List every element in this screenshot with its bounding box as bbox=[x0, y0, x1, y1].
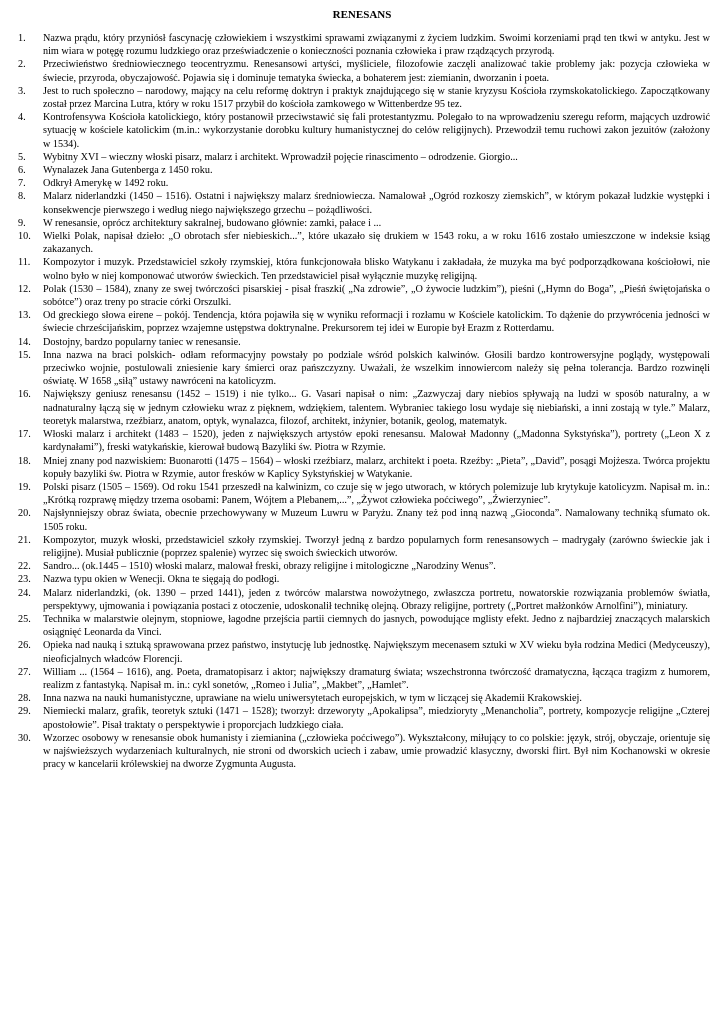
item-number: 2. bbox=[18, 59, 26, 71]
item-number: 7. bbox=[18, 178, 26, 190]
list-item bbox=[14, 732, 710, 772]
item-text: Wynalazek Jana Gutenberga z 1450 roku. bbox=[43, 165, 213, 177]
item-number: 10. bbox=[18, 231, 31, 243]
item-number: 9. bbox=[18, 217, 26, 229]
item-text: Od greckiego słowa eirene – pokój. Tendencja, która pojawiła się w wyniku reformacji i rozłamu w Kościele katolickim. To dążenie do przywrócenia jedności w świecie chrześcijańskim, poprzez wzajemne ustępstwa doktrynalne. Prekursorem tej idei w Europie był Erazm z Rotterdamu. bbox=[43, 310, 710, 335]
list-item bbox=[14, 217, 710, 230]
list-item bbox=[14, 573, 710, 586]
item-number: 16. bbox=[18, 389, 31, 401]
item-text: Inna nazwa na nauki humanistyczne, uprawiane na wielu uniwersytetach europejskich, w tym w liczącej się Akademii Krakowskiej. bbox=[43, 693, 582, 705]
item-text: Polski pisarz (1505 – 1569). Od roku 1541 przeszedł na kalwinizm, co czuje się w jego utworach, w których polemizuje lub krytykuje katolicyzm. Napisał m. in.: „Krótką rozprawę między trzema osobami: Panem, Wójtem a Plebanem,...”, „Żywot człowieka poćciwego”, „Źwierzyniec”. bbox=[43, 481, 710, 507]
list-item bbox=[14, 481, 710, 507]
item-text: Technika w malarstwie olejnym, stopniowe, łagodne przejścia partii ciemnych do jasnych, powodujące mglisty efekt. Jedno z najbardziej znaczących malarskich osiągnięć Leonarda da Vinci. bbox=[43, 613, 710, 639]
item-number: 25. bbox=[18, 613, 31, 625]
item-number: 4. bbox=[18, 112, 26, 124]
item-text: Nazwa typu okien w Wenecji. Okna te sięgają do podłogi. bbox=[43, 574, 280, 586]
item-number: 28. bbox=[18, 693, 31, 705]
list-item bbox=[14, 349, 710, 389]
item-number: 11. bbox=[18, 257, 31, 269]
item-number: 24. bbox=[18, 587, 31, 599]
list-item bbox=[14, 587, 710, 613]
item-number: 29. bbox=[18, 706, 31, 718]
item-text: Wzorzec osobowy w renesansie obok humanisty i ziemianina („człowieka poćciwego”). Wykształcony, miłujący to co polskie: język, strój, obyczaje, orientuje się w najświeższych wydarzeniach kulturalnych, nie stroni od dworskich uciech i zabaw, umie prowadzić klasyczny, dworski flirt. Był nim Kochanowski w okresie pracy w kancelarii królewskiej na dworze Zygmunta Augusta. bbox=[43, 732, 710, 771]
item-text: Jest to ruch społeczno – narodowy, mający na celu reformę doktryn i praktyk znajdującego się w stanie kryzysu Kościoła rzymskokatolickiego. Zapoczątkowany został przez Marcina Lutra, który w roku 1517 przybił do kościoła zamkowego w Wittenberdze 95 tez. bbox=[43, 85, 710, 111]
item-number: 20. bbox=[18, 508, 31, 520]
list-item bbox=[14, 190, 710, 216]
page-title: RENESANS bbox=[332, 9, 392, 21]
list-item bbox=[14, 560, 710, 573]
item-text: William ... (1564 – 1616), ang. Poeta, dramatopisarz i aktor; największy dramaturg świata; wszechstronna twórczość dramatyczna, łącząca tragizm z humorem, realizm z fantastyką. Napisał m. in.: cykl sonetów, „Romeo i Julia”, „Makbet”, „Hamlet”. bbox=[43, 666, 710, 691]
item-text: Kompozytor, muzyk włoski, przedstawiciel szkoły rzymskiej. Tworzył jedną z bardzo popularnych form renesansowych – madrygały (zarówno świeckie jak i religijne). Musiał publicznie (poprzez spalenie) wyrzec się swoich świeckich utworów. bbox=[43, 534, 710, 559]
list-item bbox=[14, 613, 710, 639]
item-number: 14. bbox=[18, 336, 31, 348]
item-number: 27. bbox=[18, 666, 31, 678]
item-text: Najsłynniejszy obraz świata, obecnie przechowywany w Muzeum Luwru w Paryżu. Znany też pod inną nazwą „Gioconda”. Namalowany techniką sfumato ok. 1505 roku. bbox=[43, 508, 710, 533]
item-number: 22. bbox=[18, 561, 31, 573]
list-item bbox=[14, 309, 710, 335]
list-item bbox=[14, 177, 710, 190]
item-number: 3. bbox=[18, 85, 26, 97]
list-item bbox=[14, 705, 710, 731]
item-text: Nazwa prądu, który przyniósł fascynację człowiekiem i wszystkimi sprawami związanymi z życiem ludzkim. Swoimi korzeniami prąd ten tkwi w antyku. Jest w nim wiara w potęgę rozumu ludzkiego oraz przeświadczenie o konieczności poznania człowieka i praw rządzących przyrodą. bbox=[43, 33, 710, 58]
list-item bbox=[14, 151, 710, 164]
list-item bbox=[14, 507, 710, 533]
item-text: Włoski malarz i architekt (1483 – 1520), jeden z największych artystów epoki renesansu. Malował Madonny („Madonna Sykstyńska”), portrety („Leon X z kardynałami”), freski watykańskie, kierował budową Bazyliki św. Piotra w Rzymie. bbox=[43, 429, 710, 454]
item-number: 15. bbox=[18, 349, 31, 361]
list-item bbox=[14, 455, 710, 481]
item-text: Wybitny XVI – wieczny włoski pisarz, malarz i architekt. Wprowadził pojęcie rinascimento – odrodzenie. Giorgio... bbox=[43, 151, 518, 163]
list-item bbox=[14, 85, 710, 111]
item-number: 23. bbox=[18, 574, 31, 586]
item-text: Polak (1530 – 1584), znany ze swej twórczości pisarskiej - pisał fraszki( „Na zdrowie”, „O żywocie ludzkim”), pieśni („Hymn do Boga”, „Pieśń świętojańska o sobótce”) oraz treny po stracie córki Orszulki. bbox=[43, 283, 710, 309]
item-number: 13. bbox=[18, 310, 31, 322]
list-item bbox=[14, 428, 710, 454]
item-number: 21. bbox=[18, 534, 31, 546]
item-text: Wielki Polak, napisał dzieło: „O obrotach sfer niebieskich...”, które ukazało się drukiem w 1543 roku, a w roku 1616 zostało umieszczone w indeksie ksiąg zakazanych. bbox=[43, 231, 710, 256]
item-text: Malarz niderlandzki (1450 – 1516). Ostatni i największy malarz średniowiecza. Namalował „Ogród rozkoszy ziemskich”, w którym pokazał ludzkie występki i konsekwencje pierwszego i według niego największego grzechu – pożądliwości. bbox=[43, 191, 710, 216]
item-text: Odkrył Amerykę w 1492 roku. bbox=[43, 178, 169, 190]
list-item bbox=[14, 639, 710, 665]
item-number: 5. bbox=[18, 151, 26, 163]
item-text: Przeciwieństwo średniowiecznego teocentryzmu. Renesansowi artyści, myśliciele, filozofowie zaczęli analizować takie problemy jak: pozycja człowieka w świecie, przyroda, obyczajowość. Pojawia się i dominuje tematyka świecka, a bohaterem jest: ziemianin, dworzanin i poeta. bbox=[43, 59, 710, 84]
item-text: Malarz niderlandzki, (ok. 1390 – przed 1441), jeden z twórców malarstwa nowożytnego, zwłaszcza portretu, nowatorskie rozwiązania problemów światła, perspektywy, ujmowania i powiązania postaci z otoczenie, udoskonalił technikę olejną. Obrazy religijne, portrety („Portret małżonków Arnolfini”), miniatury. bbox=[43, 587, 710, 612]
list-item bbox=[14, 692, 710, 705]
item-text: Dostojny, bardzo popularny taniec w renesansie. bbox=[43, 336, 241, 348]
item-number: 26. bbox=[18, 640, 31, 652]
list-item bbox=[14, 388, 710, 428]
item-text: W renesansie, oprócz architektury sakralnej, budowano głównie: zamki, pałace i ... bbox=[43, 217, 382, 229]
list-item bbox=[14, 534, 710, 560]
list-item bbox=[14, 336, 710, 349]
item-number: 6. bbox=[18, 165, 26, 177]
list-item bbox=[14, 256, 710, 282]
item-text: Niemiecki malarz, grafik, teoretyk sztuki (1471 – 1528); tworzył: drzeworyty „Apokalipsa”, miedzioryty „Menancholia”, portrety, kompozycje religijne „Czterej apostołowie”. Pisał traktaty o perspektywie i proporcjach ludzkiego ciała. bbox=[43, 706, 710, 731]
item-text: Sandro... (ok.1445 – 1510) włoski malarz, malował freski, obrazy religijne i mitologiczne „Narodziny Wenus”. bbox=[43, 561, 496, 573]
item-number: 19. bbox=[18, 481, 31, 493]
item-text: Kontrofensywa Kościoła katolickiego, który postanowił przeciwstawić się fali protestantyzmu. Polegało to na wprowadzeniu szeregu reform, mających uzdrowić sytuację w kościele katolickim (m.in.: wykorzystanie dorobku kultury humanistycznej do celów religijnych). Przewodził temu ruchowi zakon jezuitów (założony w 1534). bbox=[43, 112, 710, 150]
list-item bbox=[14, 283, 710, 309]
item-text: Inna nazwa na braci polskich- odłam reformacyjny powstały po podziale wśród polskich kalwinów. Głosili bardzo kontrowersyjne poglądy, występowali przeciwko wojnie, postulowali zniesienie kary śmierci oraz pańszczyzny. Uważali, że wszelkim innowiercom należy się pełna tolerancja. Bardzo rozwinęli oświatę. W 1658 „siłą” ustawy nawróceni na katolicyzm. bbox=[43, 349, 710, 388]
list-item bbox=[14, 32, 710, 58]
item-number: 17. bbox=[18, 429, 31, 441]
list-item bbox=[14, 58, 710, 84]
item-number: 30. bbox=[18, 732, 31, 744]
item-number: 8. bbox=[18, 191, 26, 203]
item-text: Opieka nad nauką i sztuką sprawowana przez państwo, instytucję lub jednostkę. Największym mecenasem sztuki w XV wieku była rodzina Medici (Medyceuszy), nieoficjalnych władców Florencji. bbox=[43, 640, 710, 665]
numbered-list bbox=[14, 32, 710, 771]
item-text: Największy geniusz renesansu (1452 – 1519) i nie tylko... G. Vasari napisał o nim: „Zazwyczaj dary niebios spływają na ludzi w sposób naturalny, a w nadnaturalny łączą się w jednym człowieku wraz z pięknem, wdziękiem, talentem. Wybraniec takiego losu wydaje się niebiański, a inni zostają w tyle.” Malarz, teoretyk malarstwa, rzeźbiarz, anatom, optyk, wynalazca, filozof, architekt, inżynier, botanik, geolog, matematyk. bbox=[43, 389, 710, 427]
item-number: 12. bbox=[18, 283, 31, 295]
item-text: Mniej znany pod nazwiskiem: Buonarotti (1475 – 1564) – włoski rzeźbiarz, malarz, architekt i poeta. Rzeźby: „Pieta”, „David”, posągi Mojżesza. Twórca projektu kopuły bazyliki św. Piotra w Rzymie, autor fresków w Kaplicy Sykstyńskiej w Watykanie. bbox=[43, 455, 710, 480]
list-item bbox=[14, 164, 710, 177]
item-text: Kompozytor i muzyk. Przedstawiciel szkoły rzymskiej, która funkcjonowała blisko Watykanu i zakładała, że muzyka ma być podporządkowana kościołowi, nie wolno było w niej komponować utworów świeckich. Ten przedstawiciel pisał wyłącznie muzykę religijną. bbox=[43, 257, 710, 282]
item-number: 1. bbox=[18, 33, 26, 44]
item-number: 18. bbox=[18, 455, 31, 467]
list-item bbox=[14, 230, 710, 256]
list-item bbox=[14, 666, 710, 692]
list-item bbox=[14, 111, 710, 151]
